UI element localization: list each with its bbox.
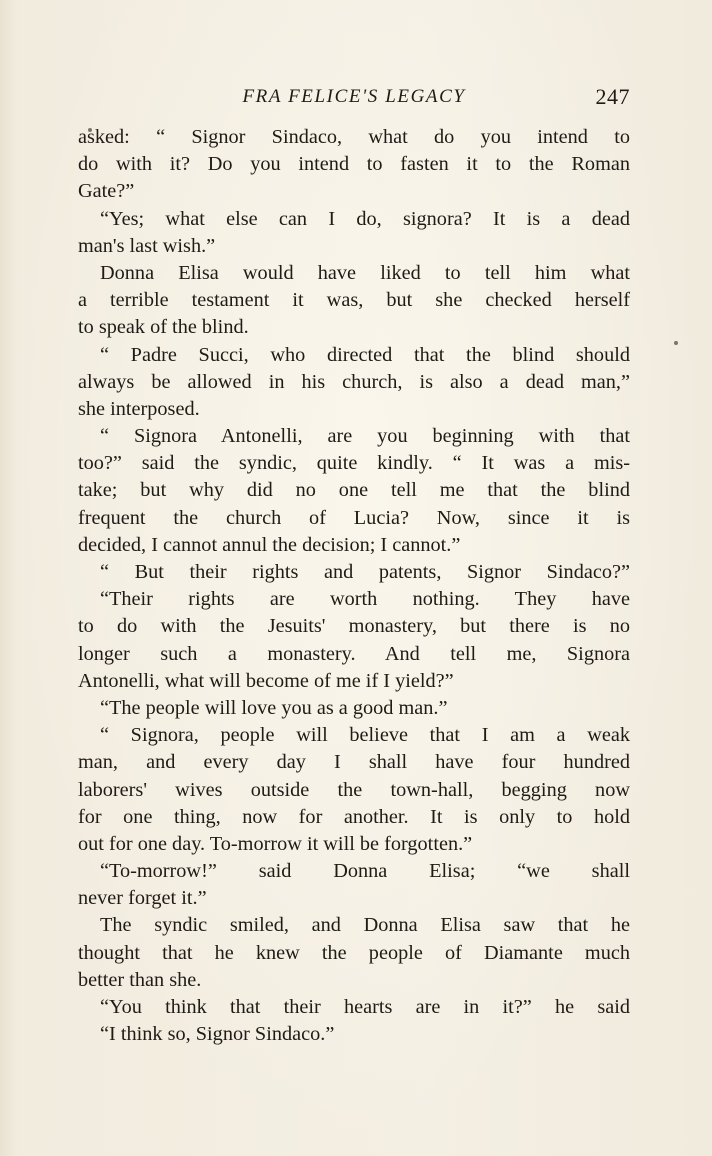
text-line: “I think so, Signor Sindaco.” xyxy=(100,1023,335,1046)
text-line: “The people will love you as a good man.” xyxy=(100,696,448,719)
text-line: better than she. xyxy=(78,968,202,991)
text-line: “ Signora, people will believe that I am a weak xyxy=(100,724,630,747)
text-line: man's last wish.” xyxy=(78,234,216,257)
text-line: “ But their rights and patents, Signor Sindaco?” xyxy=(100,561,630,583)
text-line: “Yes; what else can I do, signora? It is a dead xyxy=(100,207,630,230)
text-line: Gate?” xyxy=(78,180,135,203)
text-line: frequent the church of Lucia? Now, since it is xyxy=(78,506,630,529)
text-line: “You think that their hearts are in it?” he said xyxy=(100,996,630,1018)
text-line: to do with the Jesuits' monastery, but there is no xyxy=(78,615,630,638)
text-line: Donna Elisa would have liked to tell him what xyxy=(100,261,630,284)
text-line: Antonelli, what will become of me if I yield?” xyxy=(78,669,454,692)
text-line: “Their rights are worth nothing. They have xyxy=(100,588,630,611)
text-line: decided, I cannot annul the decision; I cannot.” xyxy=(78,533,461,556)
text-line: laborers' wives outside the town-hall, begging now xyxy=(78,778,630,801)
text-line: man, and every day I shall have four hundred xyxy=(78,751,630,774)
text-line: The syndic smiled, and Donna Elisa saw that he xyxy=(100,914,630,937)
text-line: take; but why did no one tell me that the blind xyxy=(78,479,630,502)
text-line: thought that he knew the people of Diamante much xyxy=(78,941,630,964)
text-line: “ Signora Antonelli, are you beginning with that xyxy=(100,425,630,448)
text-line: for one thing, now for another. It is only to hold xyxy=(78,805,630,828)
ink-speck xyxy=(674,341,678,345)
text-line: always be allowed in his church, is also a dead man,” xyxy=(78,370,630,393)
page-header xyxy=(78,82,630,112)
text-line: never forget it.” xyxy=(78,887,207,910)
text-line: a terrible testament it was, but she checked herself xyxy=(78,289,630,312)
body-text xyxy=(78,124,630,1048)
text-line: too?” said the syndic, quite kindly. “ It was a mis- xyxy=(78,452,630,475)
text-line: asked: “ Signor Sindaco, what do you intend to xyxy=(78,126,630,148)
text-line: longer such a monastery. And tell me, Signora xyxy=(78,642,630,665)
text-line: do with it? Do you intend to fasten it to the Roman xyxy=(78,153,630,176)
text-line: “To-morrow!” said Donna Elisa; “we shall xyxy=(100,860,630,883)
page-number: 247 xyxy=(595,84,630,109)
running-title: FRA FELICE'S LEGACY xyxy=(242,86,466,107)
text-line: “ Padre Succi, who directed that the blind should xyxy=(100,343,630,366)
text-line: to speak of the blind. xyxy=(78,316,249,339)
text-line: out for one day. To-morrow it will be forgotten.” xyxy=(78,832,473,855)
text-line: she interposed. xyxy=(78,397,200,420)
